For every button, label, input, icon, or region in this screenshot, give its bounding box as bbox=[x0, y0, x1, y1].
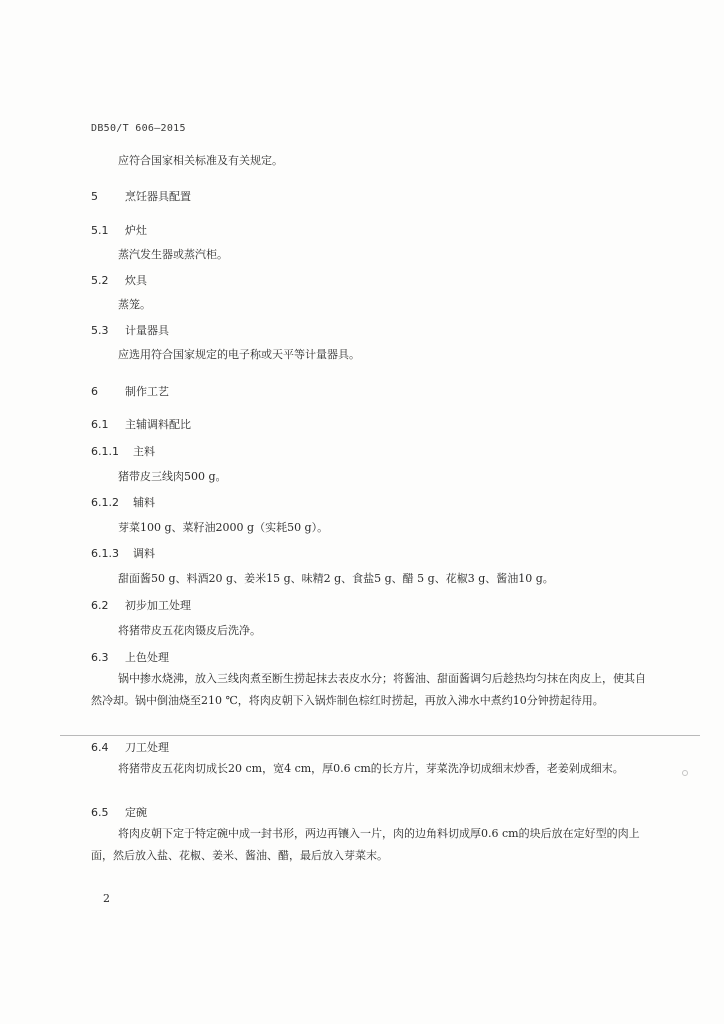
section-number: 5.2 bbox=[91, 274, 109, 287]
section-number: 6.2 bbox=[91, 599, 109, 612]
section-5-1-heading bbox=[91, 224, 147, 238]
section-title: 制作工艺 bbox=[125, 385, 169, 398]
section-number: 5 bbox=[91, 190, 98, 203]
section-number: 6.1.1 bbox=[91, 445, 119, 458]
section-5-3-text: 应选用符合国家规定的电子称或天平等计量器具。 bbox=[118, 348, 360, 361]
section-title: 炊具 bbox=[125, 274, 147, 287]
section-6-3-heading bbox=[91, 651, 169, 665]
section-title: 上色处理 bbox=[125, 651, 169, 664]
section-title: 初步加工处理 bbox=[125, 599, 191, 612]
section-6-heading bbox=[91, 385, 169, 399]
section-6-3-text: 锅中掺水烧沸，放入三线肉煮至断生捞起抹去表皮水分；将酱油、甜面酱调匀后趁热均匀抹在肉皮上，使其自然冷却。锅中倒油烧至210 ℃，将肉皮朝下入锅炸制色棕红时捞起，再放入沸水中煮约10分钟捞起待用。 bbox=[91, 672, 646, 707]
intro-paragraph: 应符合国家相关标准及有关规定。 bbox=[118, 154, 283, 167]
section-title: 刀工处理 bbox=[125, 741, 169, 754]
section-6-1-2-text: 芽菜100 g、菜籽油2000 g（实耗50 g）。 bbox=[118, 521, 329, 534]
section-number: 6.1.2 bbox=[91, 496, 119, 509]
section-title: 烹饪器具配置 bbox=[125, 190, 191, 203]
section-5-3-heading bbox=[91, 324, 169, 338]
document-id-header: DB50/T 606—2015 bbox=[91, 123, 186, 134]
scan-speck bbox=[682, 770, 688, 776]
section-5-heading bbox=[91, 190, 191, 204]
section-title: 辅料 bbox=[133, 496, 155, 509]
section-number: 6.3 bbox=[91, 651, 109, 664]
section-title: 调料 bbox=[133, 547, 155, 560]
page-number: 2 bbox=[103, 892, 110, 905]
section-6-4-text: 将猪带皮五花肉切成长20 cm，宽4 cm，厚0.6 cm的长方片，芽菜洗净切成细末炒香，老姜剁成细末。 bbox=[118, 762, 624, 775]
section-title: 定碗 bbox=[125, 806, 147, 819]
section-6-1-2-heading bbox=[91, 496, 155, 510]
section-number: 6.4 bbox=[91, 741, 109, 754]
section-6-5-text: 将肉皮朝下定于特定碗中成一封书形，两边再镶入一片，肉的边角料切成厚0.6 cm的块后放在定好型的肉上面，然后放入盐、花椒、姜米、酱油、醋，最后放入芽菜末。 bbox=[91, 827, 640, 862]
section-5-2-text: 蒸笼。 bbox=[118, 298, 151, 311]
section-6-1-heading bbox=[91, 418, 191, 432]
section-6-5-heading bbox=[91, 806, 147, 820]
section-number: 6.5 bbox=[91, 806, 109, 819]
section-title: 主料 bbox=[133, 445, 155, 458]
section-number: 5.3 bbox=[91, 324, 109, 337]
section-5-1-text: 蒸汽发生器或蒸汽柜。 bbox=[118, 248, 228, 261]
section-number: 5.1 bbox=[91, 224, 109, 237]
section-title: 主辅调料配比 bbox=[125, 418, 191, 431]
section-title: 计量器具 bbox=[125, 324, 169, 337]
section-number: 6.1 bbox=[91, 418, 109, 431]
section-number: 6.1.3 bbox=[91, 547, 119, 560]
scan-divider-line bbox=[60, 735, 700, 736]
section-6-1-3-text: 甜面酱50 g、料酒20 g、姜米15 g、味精2 g、食盐5 g、醋 5 g、花椒3 g、酱油10 g。 bbox=[118, 572, 554, 585]
section-6-4-heading bbox=[91, 741, 169, 755]
section-6-1-1-heading bbox=[91, 445, 155, 459]
section-6-1-3-heading bbox=[91, 547, 155, 561]
section-6-2-heading bbox=[91, 599, 191, 613]
section-number: 6 bbox=[91, 385, 98, 398]
section-6-2-text: 将猪带皮五花肉镊皮后洗净。 bbox=[118, 624, 261, 637]
section-6-1-1-text: 猪带皮三线肉500 g。 bbox=[118, 470, 227, 483]
section-5-2-heading bbox=[91, 274, 147, 288]
section-title: 炉灶 bbox=[125, 224, 147, 237]
